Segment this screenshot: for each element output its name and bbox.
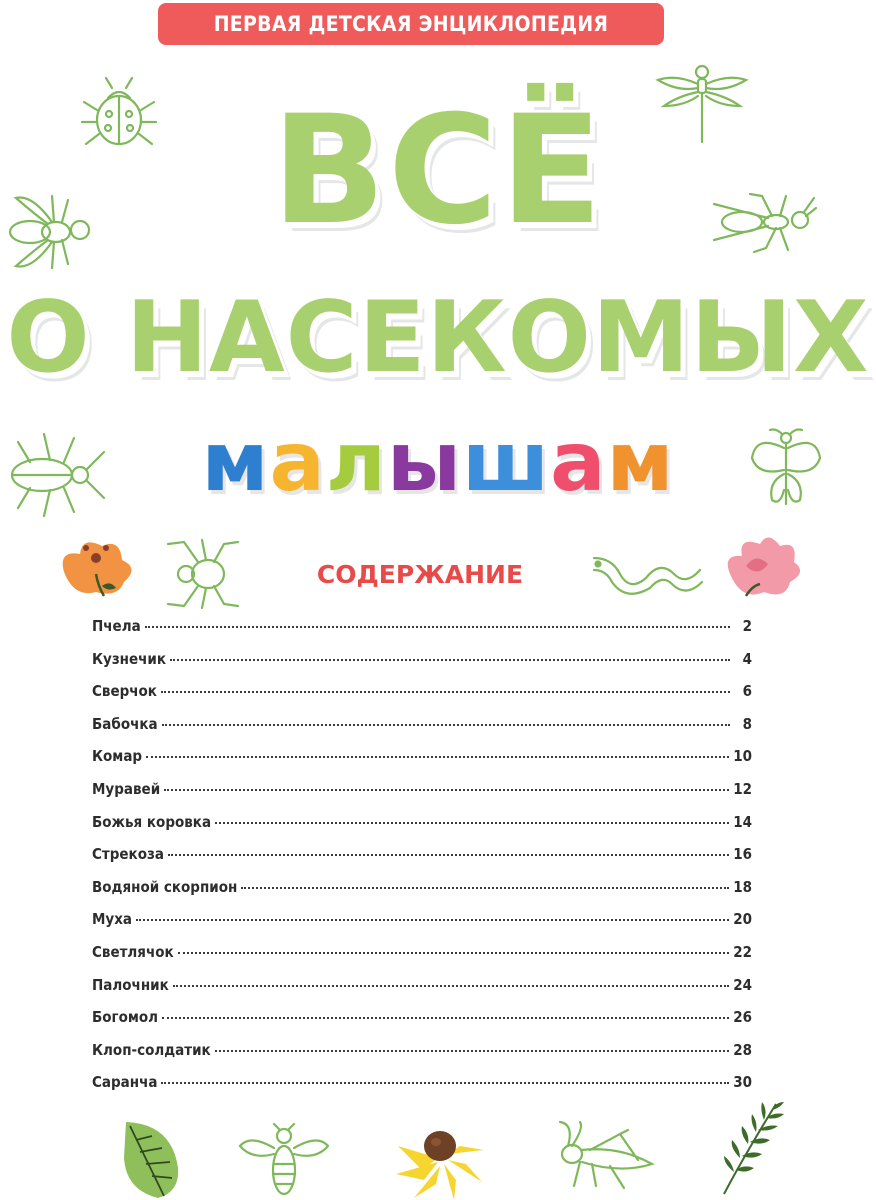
toc-label: Стрекоза	[92, 845, 164, 864]
toc-page: 26	[733, 1008, 752, 1027]
toc-page: 6	[742, 682, 752, 701]
toc-page: 20	[733, 910, 752, 929]
toc-page: 8	[742, 714, 752, 733]
toc-label: Богомол	[92, 1008, 159, 1027]
subtitle-letter: а	[550, 415, 607, 510]
toc-page: 16	[733, 845, 752, 864]
toc-label: Комар	[92, 747, 143, 766]
toc-row[interactable]	[92, 682, 752, 715]
beetle-icon	[0, 428, 108, 522]
toc-dot-leader	[173, 985, 729, 987]
toc-page: 28	[733, 1040, 752, 1059]
toc-row[interactable]	[92, 650, 752, 683]
toc-label: Саранча	[92, 1073, 158, 1092]
toc-dot-leader	[215, 822, 729, 824]
toc-dot-leader	[136, 919, 729, 921]
subtitle	[0, 415, 876, 511]
orange-flower-icon	[54, 534, 140, 600]
toc-dot-leader	[146, 756, 729, 758]
fern-icon	[708, 1098, 788, 1198]
toc-dot-leader	[170, 659, 730, 661]
toc-dot-leader	[168, 854, 729, 856]
title-line-2: О НАСЕКОМЫХ	[6, 281, 870, 395]
toc-dot-leader	[162, 724, 730, 726]
toc-label: Палочник	[92, 975, 169, 994]
sunflower-icon	[392, 1124, 488, 1200]
toc-label: Бабочка	[92, 714, 158, 733]
subtitle-letter: ы	[386, 415, 463, 510]
subtitle-letter: м	[201, 415, 270, 510]
table-of-contents	[92, 617, 752, 1106]
contents-heading: СОДЕРЖАНИЕ	[316, 560, 524, 589]
subtitle-letter: а	[269, 415, 326, 510]
toc-label: Муха	[92, 910, 133, 929]
grasshopper-icon	[550, 1120, 660, 1192]
toc-page: 12	[733, 779, 752, 798]
toc-row[interactable]	[92, 1073, 752, 1106]
toc-dot-leader	[161, 691, 730, 693]
toc-dot-leader	[178, 952, 730, 954]
toc-page: 10	[733, 747, 752, 766]
toc-dot-leader	[164, 789, 729, 791]
spider-icon	[158, 538, 244, 610]
toc-row[interactable]	[92, 845, 752, 878]
toc-row[interactable]	[92, 1041, 752, 1074]
toc-label: Муравей	[92, 779, 161, 798]
caterpillar-icon	[590, 548, 704, 598]
toc-row[interactable]	[92, 976, 752, 1009]
subtitle-letter: ш	[462, 415, 551, 510]
toc-page: 2	[742, 617, 752, 635]
toc-dot-leader	[241, 887, 729, 889]
toc-row[interactable]	[92, 747, 752, 780]
toc-row[interactable]	[92, 813, 752, 846]
ladybug-icon	[78, 72, 160, 152]
subtitle-letter: л	[325, 415, 387, 510]
toc-row[interactable]	[92, 617, 752, 650]
toc-dot-leader	[145, 626, 730, 628]
toc-page: 24	[733, 975, 752, 994]
toc-label: Клоп-солдатик	[92, 1040, 211, 1059]
toc-row[interactable]	[92, 943, 752, 976]
toc-page: 22	[733, 942, 752, 961]
series-badge: ПЕРВАЯ ДЕТСКАЯ ЭНЦИКЛОПЕДИЯ	[158, 3, 664, 45]
toc-page: 18	[733, 877, 752, 896]
title-line-1: ВСЁ	[271, 84, 605, 258]
toc-page: 30	[733, 1073, 752, 1092]
toc-label: Кузнечик	[92, 649, 167, 668]
toc-page: 4	[742, 649, 752, 668]
toc-label: Водяной скорпион	[92, 877, 238, 896]
toc-label: Пчела	[92, 617, 141, 635]
fly-icon	[2, 188, 102, 278]
subtitle-letter: м	[606, 415, 675, 510]
toc-label: Божья коровка	[92, 812, 212, 831]
toc-dot-leader	[161, 1082, 729, 1084]
moth-icon	[746, 426, 826, 512]
bee-icon	[236, 1124, 332, 1200]
toc-row[interactable]	[92, 910, 752, 943]
toc-label: Сверчок	[92, 682, 157, 701]
toc-row[interactable]	[92, 1008, 752, 1041]
dragonfly-icon	[654, 62, 750, 146]
toc-dot-leader	[215, 1050, 730, 1052]
ant-icon	[706, 190, 818, 256]
leaf-icon	[118, 1118, 184, 1200]
toc-row[interactable]	[92, 780, 752, 813]
toc-dot-leader	[162, 1017, 729, 1019]
toc-label: Светлячок	[92, 942, 174, 961]
toc-row[interactable]	[92, 715, 752, 748]
pink-flower-icon	[716, 530, 810, 604]
toc-page: 14	[733, 812, 752, 831]
toc-row[interactable]	[92, 878, 752, 911]
